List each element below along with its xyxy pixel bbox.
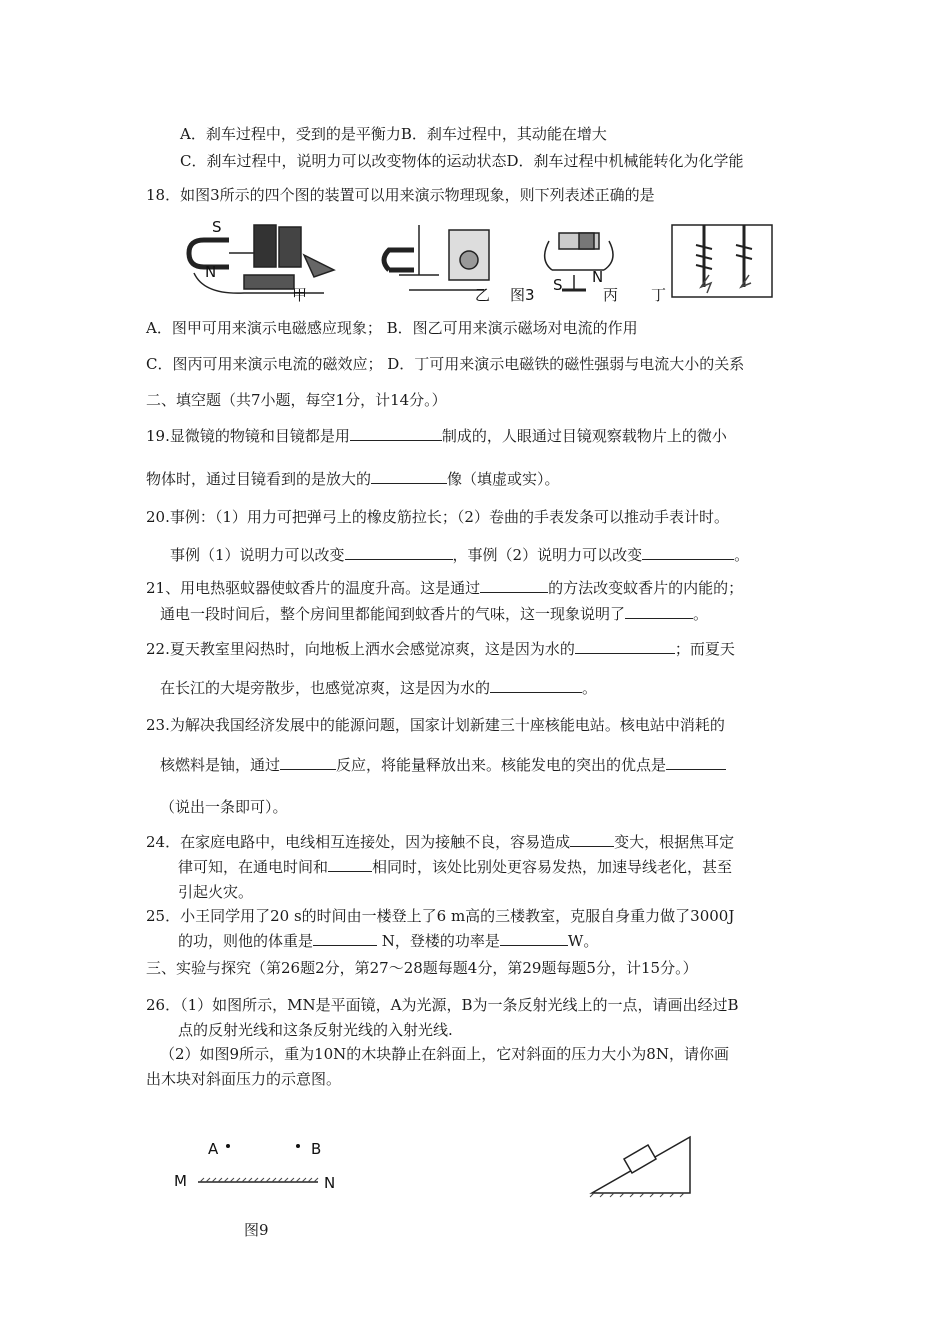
q20-text-a: 事例（1）说明力可以改变 (170, 546, 345, 564)
q25-line1: 25．小王同学用了20 s的时间由一楼登上了6 m高的三楼教室，克服自身重力做了3000J (146, 907, 735, 925)
q24-line2 (178, 857, 732, 877)
mirror-point-a-label: A (208, 1140, 219, 1158)
q21-text-a: 21、用电热驱蚊器使蚊香片的温度升高。这是通过 (146, 579, 481, 597)
q23-text-b: 反应，将能量释放出来。核能发电的突出的优点是 (336, 756, 667, 774)
fig3-caption: 图3 (510, 286, 535, 304)
q18-option-c: C．图丙可用来演示电流的磁效应； (146, 355, 383, 373)
figure-9-caption: 图9 (244, 1221, 269, 1239)
q17-options-cd (180, 151, 744, 171)
q24-line1 (146, 832, 734, 852)
q24-text-d: 相同时，该处比别处更容易发热，加速导线老化，甚至 (372, 858, 733, 876)
q20-text-c: 。 (734, 546, 750, 564)
fig3-label-ding: 丁 (651, 286, 667, 304)
mirror-point-b-label: B (311, 1140, 322, 1158)
q18-stem: 18．如图3所示的四个图的装置可以用来演示物理现象，则下列表述正确的是 (146, 186, 655, 204)
q19-blank-2[interactable] (371, 469, 447, 484)
fig3-label-n2: N (592, 268, 604, 286)
q21-blank-1[interactable] (480, 578, 548, 593)
q25-blank-2[interactable] (500, 931, 568, 946)
q25-line2 (178, 931, 598, 951)
fig3-label-s2: S (553, 276, 563, 294)
q19-text-a: 19.显微镜的物镜和目镜都是用 (146, 427, 350, 445)
q22-line1 (146, 639, 735, 659)
q24-blank-1[interactable] (570, 832, 614, 847)
q24-text-b: 变大，根据焦耳定 (614, 833, 735, 851)
q17-option-d: D．刹车过程中机械能转化为化学能 (506, 152, 744, 170)
q24-text-c: 律可知，在通电时间和 (178, 858, 329, 876)
q22-line2 (160, 678, 597, 698)
q26-line3: （2）如图9所示，重为10N的木块静止在斜面上，它对斜面的压力大小为8N，请你画 (160, 1045, 729, 1063)
q23-blank-1[interactable] (280, 755, 336, 770)
q20-line2 (170, 545, 749, 565)
section-2-heading: 二、填空题（共7小题，每空1分，计14分。） (146, 391, 447, 409)
q25-text-b: 的功，则他的体重是 (178, 932, 314, 950)
q22-text-d: 。 (582, 679, 598, 697)
mirror-m-label: M (174, 1172, 187, 1190)
q24-blank-2[interactable] (328, 857, 372, 872)
q17-option-b: B．刹车过程中，其动能在增大 (400, 125, 607, 143)
q19-text-b: 制成的，人眼通过目镜观察载物片上的微小 (441, 427, 727, 445)
q19-line1 (146, 426, 727, 446)
q26-line4: 出木块对斜面压力的示意图。 (146, 1070, 342, 1088)
q20-blank-1[interactable] (345, 545, 453, 560)
q22-blank-2[interactable] (490, 678, 582, 693)
q18-option-d: D．丁可用来演示电磁铁的磁性强弱与电流大小的关系 (387, 355, 745, 373)
fig3-label-yi: 乙 (475, 286, 491, 304)
q23-line1: 23.为解决我国经济发展中的能源问题，国家计划新建三十座核能电站。核电站中消耗的 (146, 716, 725, 734)
q18-option-b: B．图乙可用来演示磁场对电流的作用 (386, 319, 638, 337)
q22-text-a: 22.夏天教室里闷热时，向地板上洒水会感觉凉爽，这是因为水的 (146, 640, 575, 658)
fig3-label-n1: N (205, 263, 217, 281)
q17-option-c: C．刹车过程中，说明力可以改变物体的运动状态 (180, 152, 507, 170)
q21-line1 (146, 578, 743, 598)
q21-line2 (160, 604, 708, 624)
q19-line2 (146, 469, 560, 489)
q24-text-a: 24．在家庭电路中，电线相互连接处，因为接触不良，容易造成 (146, 833, 571, 851)
q23-line2 (160, 755, 726, 775)
q20-blank-2[interactable] (642, 545, 734, 560)
q21-text-c: 通电一段时间后，整个房间里都能闻到蚊香片的气味，这一现象说明了 (160, 605, 626, 623)
q23-line3: （说出一条即可）。 (160, 798, 288, 816)
q19-text-d: 像（填虚或实）。 (447, 470, 560, 488)
q26-line2: 点的反射光线和这条反射光线的入射光线. (178, 1021, 453, 1039)
q23-text-a: 核燃料是铀，通过 (160, 756, 281, 774)
fig3-label-jia: 甲 (292, 286, 308, 304)
q21-blank-2[interactable] (625, 604, 693, 619)
q21-text-b: 的方法改变蚊香片的内能的； (548, 579, 744, 597)
q18-options-ab (146, 318, 638, 338)
fig3-label-s1: S (212, 218, 222, 236)
q19-blank-1[interactable] (350, 426, 442, 441)
q21-text-d: 。 (693, 605, 709, 623)
q25-text-c: N，登楼的功率是 (377, 932, 500, 950)
q26-line1: 26．（1）如图所示，MN是平面镜，A为光源，B为一条反射光线上的一点，请画出经过B (146, 996, 739, 1014)
q18-option-a: A．图甲可用来演示电磁感应现象； (146, 319, 382, 337)
q17-option-a: A．刹车过程中，受到的是平衡力 (180, 125, 401, 143)
q17-options-ab (180, 124, 607, 144)
q22-text-b: ；而夏天 (674, 640, 735, 658)
q22-blank-1[interactable] (575, 639, 675, 654)
section-3-heading: 三、实验与探究（第26题2分，第27～28题每题4分，第29题每题5分，计15分。） (146, 959, 698, 977)
q19-text-c: 物体时，通过目镜看到的是放大的 (146, 470, 372, 488)
q25-text-d: W。 (567, 932, 599, 950)
q20-text-b: ，事例（2）说明力可以改变 (452, 546, 643, 564)
q22-text-c: 在长江的大堤旁散步，也感觉凉爽，这是因为水的 (160, 679, 491, 697)
q24-line3: 引起火灾。 (178, 883, 254, 901)
q20-line1: 20.事例：（1）用力可把弹弓上的橡皮筋拉长；（2）卷曲的手表发条可以推动手表计时。 (146, 508, 729, 526)
q18-options-cd (146, 354, 744, 374)
q25-blank-1[interactable] (313, 931, 377, 946)
q23-blank-2[interactable] (666, 755, 726, 770)
incline-block-diagram (590, 1135, 710, 1195)
mirror-n-label: N (324, 1174, 336, 1192)
fig3-label-bing: 丙 (603, 286, 619, 304)
